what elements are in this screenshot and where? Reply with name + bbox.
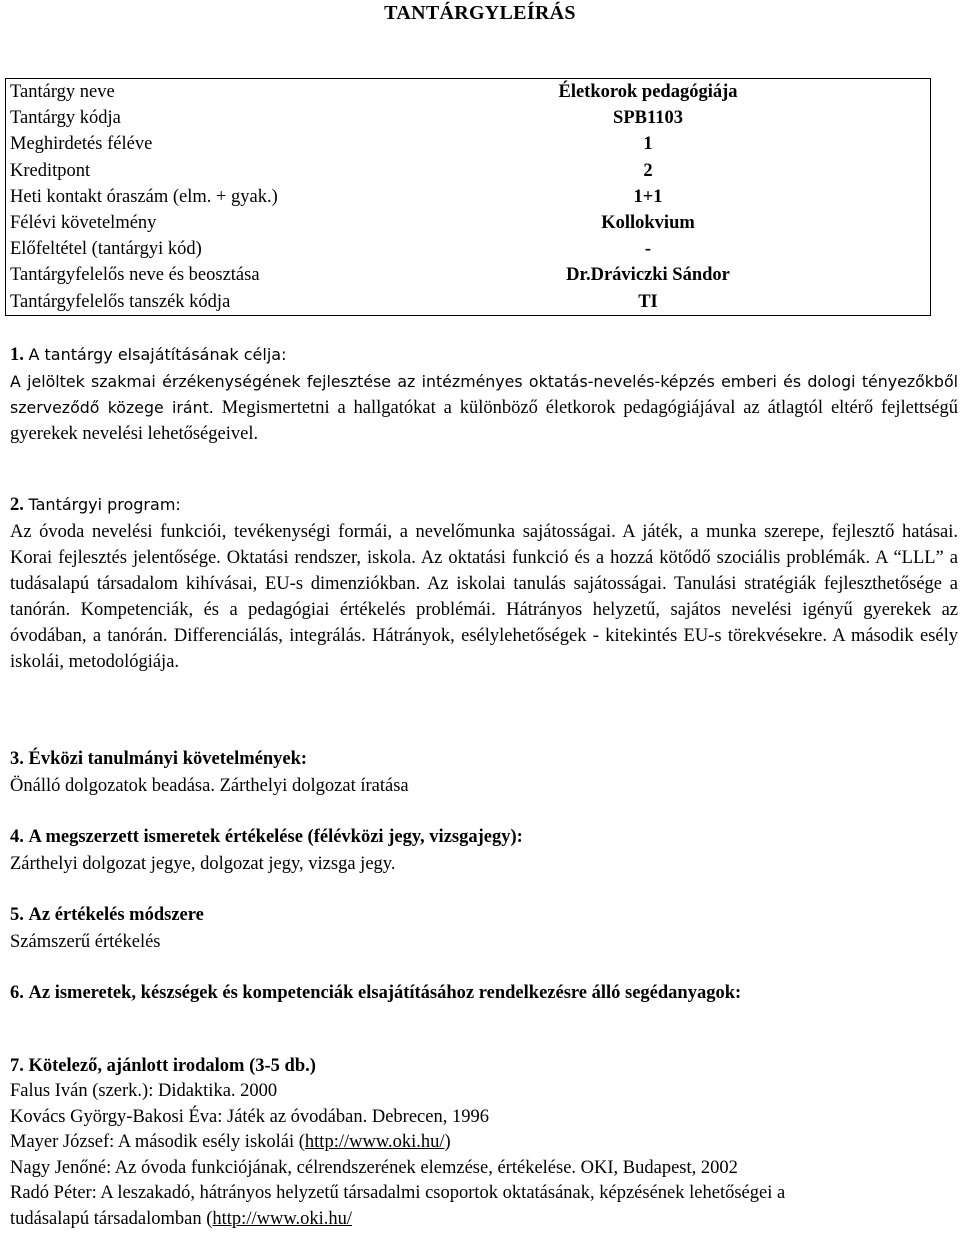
- info-label: Kreditpont: [10, 160, 91, 181]
- info-label: Tantárgyfelelős neve és beosztása: [10, 265, 260, 286]
- section-title: 7. Kötelező, ajánlott irodalom (3-5 db.): [10, 1056, 316, 1076]
- document-title: TANTÁRGYLEÍRÁS: [384, 2, 576, 24]
- section-body: Számszerű értékelés: [10, 932, 161, 952]
- info-label: Félévi követelmény: [10, 213, 157, 234]
- info-value: Dr.Dráviczki Sándor: [566, 265, 730, 286]
- info-label: Tantárgyfelelős tanszék kódja: [10, 291, 231, 312]
- section-evaluation-method: [10, 903, 960, 956]
- info-row: [6, 158, 931, 184]
- reference-link[interactable]: http://www.oki.hu/: [212, 1208, 353, 1229]
- section-materials: [10, 981, 960, 1005]
- section-title: 6. Az ismeretek, készségek és kompetenciák elsajátításához rendelkezésre álló segédanyagok:: [10, 983, 742, 1003]
- info-row: [6, 79, 931, 106]
- section-title: 3. Évközi tanulmányi követelmények:: [10, 749, 308, 769]
- section-title: 5. Az értékelés módszere: [10, 905, 204, 925]
- info-value: 1+1: [633, 186, 663, 207]
- section-requirements: [10, 747, 960, 800]
- info-row: [6, 184, 931, 210]
- info-value: Életkorok pedagógiája: [558, 82, 738, 103]
- section-title-text: Az értékelés módszere: [28, 905, 204, 925]
- info-value: 1: [643, 134, 653, 155]
- info-value: -: [644, 239, 652, 260]
- info-label: Heti kontakt óraszám (elm. + gyak.): [10, 186, 278, 207]
- section-program: [10, 493, 960, 675]
- section-title-text: Évközi tanulmányi követelmények:: [28, 749, 308, 769]
- section-title: 2. Tantárgyi program:: [10, 495, 181, 515]
- reference-item: Kovács György-Bakosi Éva: Játék az óvodában. Debrecen, 1996: [10, 1106, 489, 1127]
- info-value: Kollokvium: [601, 213, 695, 234]
- section-title-text: Tantárgyi program:: [28, 495, 181, 514]
- section-title-text: A tantárgy elsajátításának célja:: [28, 345, 287, 364]
- info-label: Előfeltétel (tantárgyi kód): [10, 239, 202, 260]
- section-body: Az óvoda nevelési funkciói, tevékenységi formái, a nevelőmunka sajátosságai. A játék, a munka szerepe, fejlesztő hatásai. Korai fejlesztés jelentősége. Oktatási rendszer, iskola. Az oktatási funkció és a hozzá kötődő szociális problémák. A “LLL” a tudásalapú társadalom kihívásai, EU-s dimenziókban. Az iskolai tanulás sajátosságai. Tanulási stratégiák fejleszthetősége a tanórán. Kompetenciák, és a pedagógiai értékelés problémái. Hátrányos helyzetű, sajátos nevelési igényű gyerekek az óvodában, a tanórán. Differenciálás, integrálás. Hátrányok, esélylehetőségek - kitekintés EU-s törekvésekre. A második esély iskolái, metodológiája.: [10, 522, 958, 672]
- reference-item: Radó Péter: A leszakadó, hátrányos helyzetű társadalmi csoportok oktatásának, képzésének lehetőségei a: [10, 1183, 786, 1203]
- info-value: TI: [638, 291, 658, 312]
- info-row: [6, 210, 931, 236]
- info-row: [6, 262, 931, 288]
- section-body: Zárthelyi dolgozat jegye, dolgozat jegy, vizsga jegy.: [10, 854, 396, 874]
- info-row: [6, 131, 931, 157]
- info-value: 2: [643, 160, 653, 181]
- info-value: SPB1103: [613, 108, 683, 129]
- reference-item: tudásalapú társadalomban (http://www.oki.hu/: [10, 1208, 353, 1229]
- info-label: Tantárgy neve: [10, 82, 115, 103]
- section-body: Önálló dolgozatok beadása. Zárthelyi dolgozat íratása: [10, 776, 409, 796]
- reference-list: [10, 1079, 960, 1232]
- info-label: Tantárgy kódja: [10, 108, 121, 129]
- reference-item: Falus Iván (szerk.): Didaktika. 2000: [10, 1081, 278, 1101]
- reference-item: Nagy Jenőné: Az óvoda funkciójának, célrendszerének elemzése, értékelése. OKI, Budapest, 2002: [10, 1157, 738, 1178]
- info-row: [6, 236, 931, 262]
- info-label: Meghirdetés féléve: [10, 134, 153, 155]
- reference-link[interactable]: http://www.oki.hu/: [304, 1132, 445, 1152]
- section-title-text: Kötelező, ajánlott irodalom (3-5 db.): [28, 1056, 316, 1076]
- info-row: [6, 289, 931, 316]
- section-assessment: [10, 825, 960, 878]
- section-title: 4. A megszerzett ismeretek értékelése (félévközi jegy, vizsgajegy):: [10, 827, 523, 847]
- section-title-text: Az ismeretek, készségek és kompetenciák elsajátításához rendelkezésre álló segédanyagok:: [28, 983, 742, 1003]
- reference-item: Mayer József: A második esély iskolái (http://www.oki.hu/): [10, 1132, 451, 1152]
- section-literature: [10, 1054, 960, 1232]
- section-goal: [10, 343, 960, 447]
- section-body: A jelöltek szakmai érzékenységének fejlesztése az intézményes oktatás-nevelés-képzés emberi és dologi tényezőkből szerveződő közege iránt. Megismertetni a hallgatókat a különböző életkorok pedagógiájával az átlagtól eltérő fejlettségű gyerekek nevelési lehetőségeivel.: [10, 372, 958, 444]
- course-info-table: [5, 78, 931, 316]
- info-row: [6, 105, 931, 131]
- section-title: 1. A tantárgy elsajátításának célja:: [10, 345, 287, 365]
- section-title-text: A megszerzett ismeretek értékelése (félévközi jegy, vizsgajegy):: [28, 827, 523, 847]
